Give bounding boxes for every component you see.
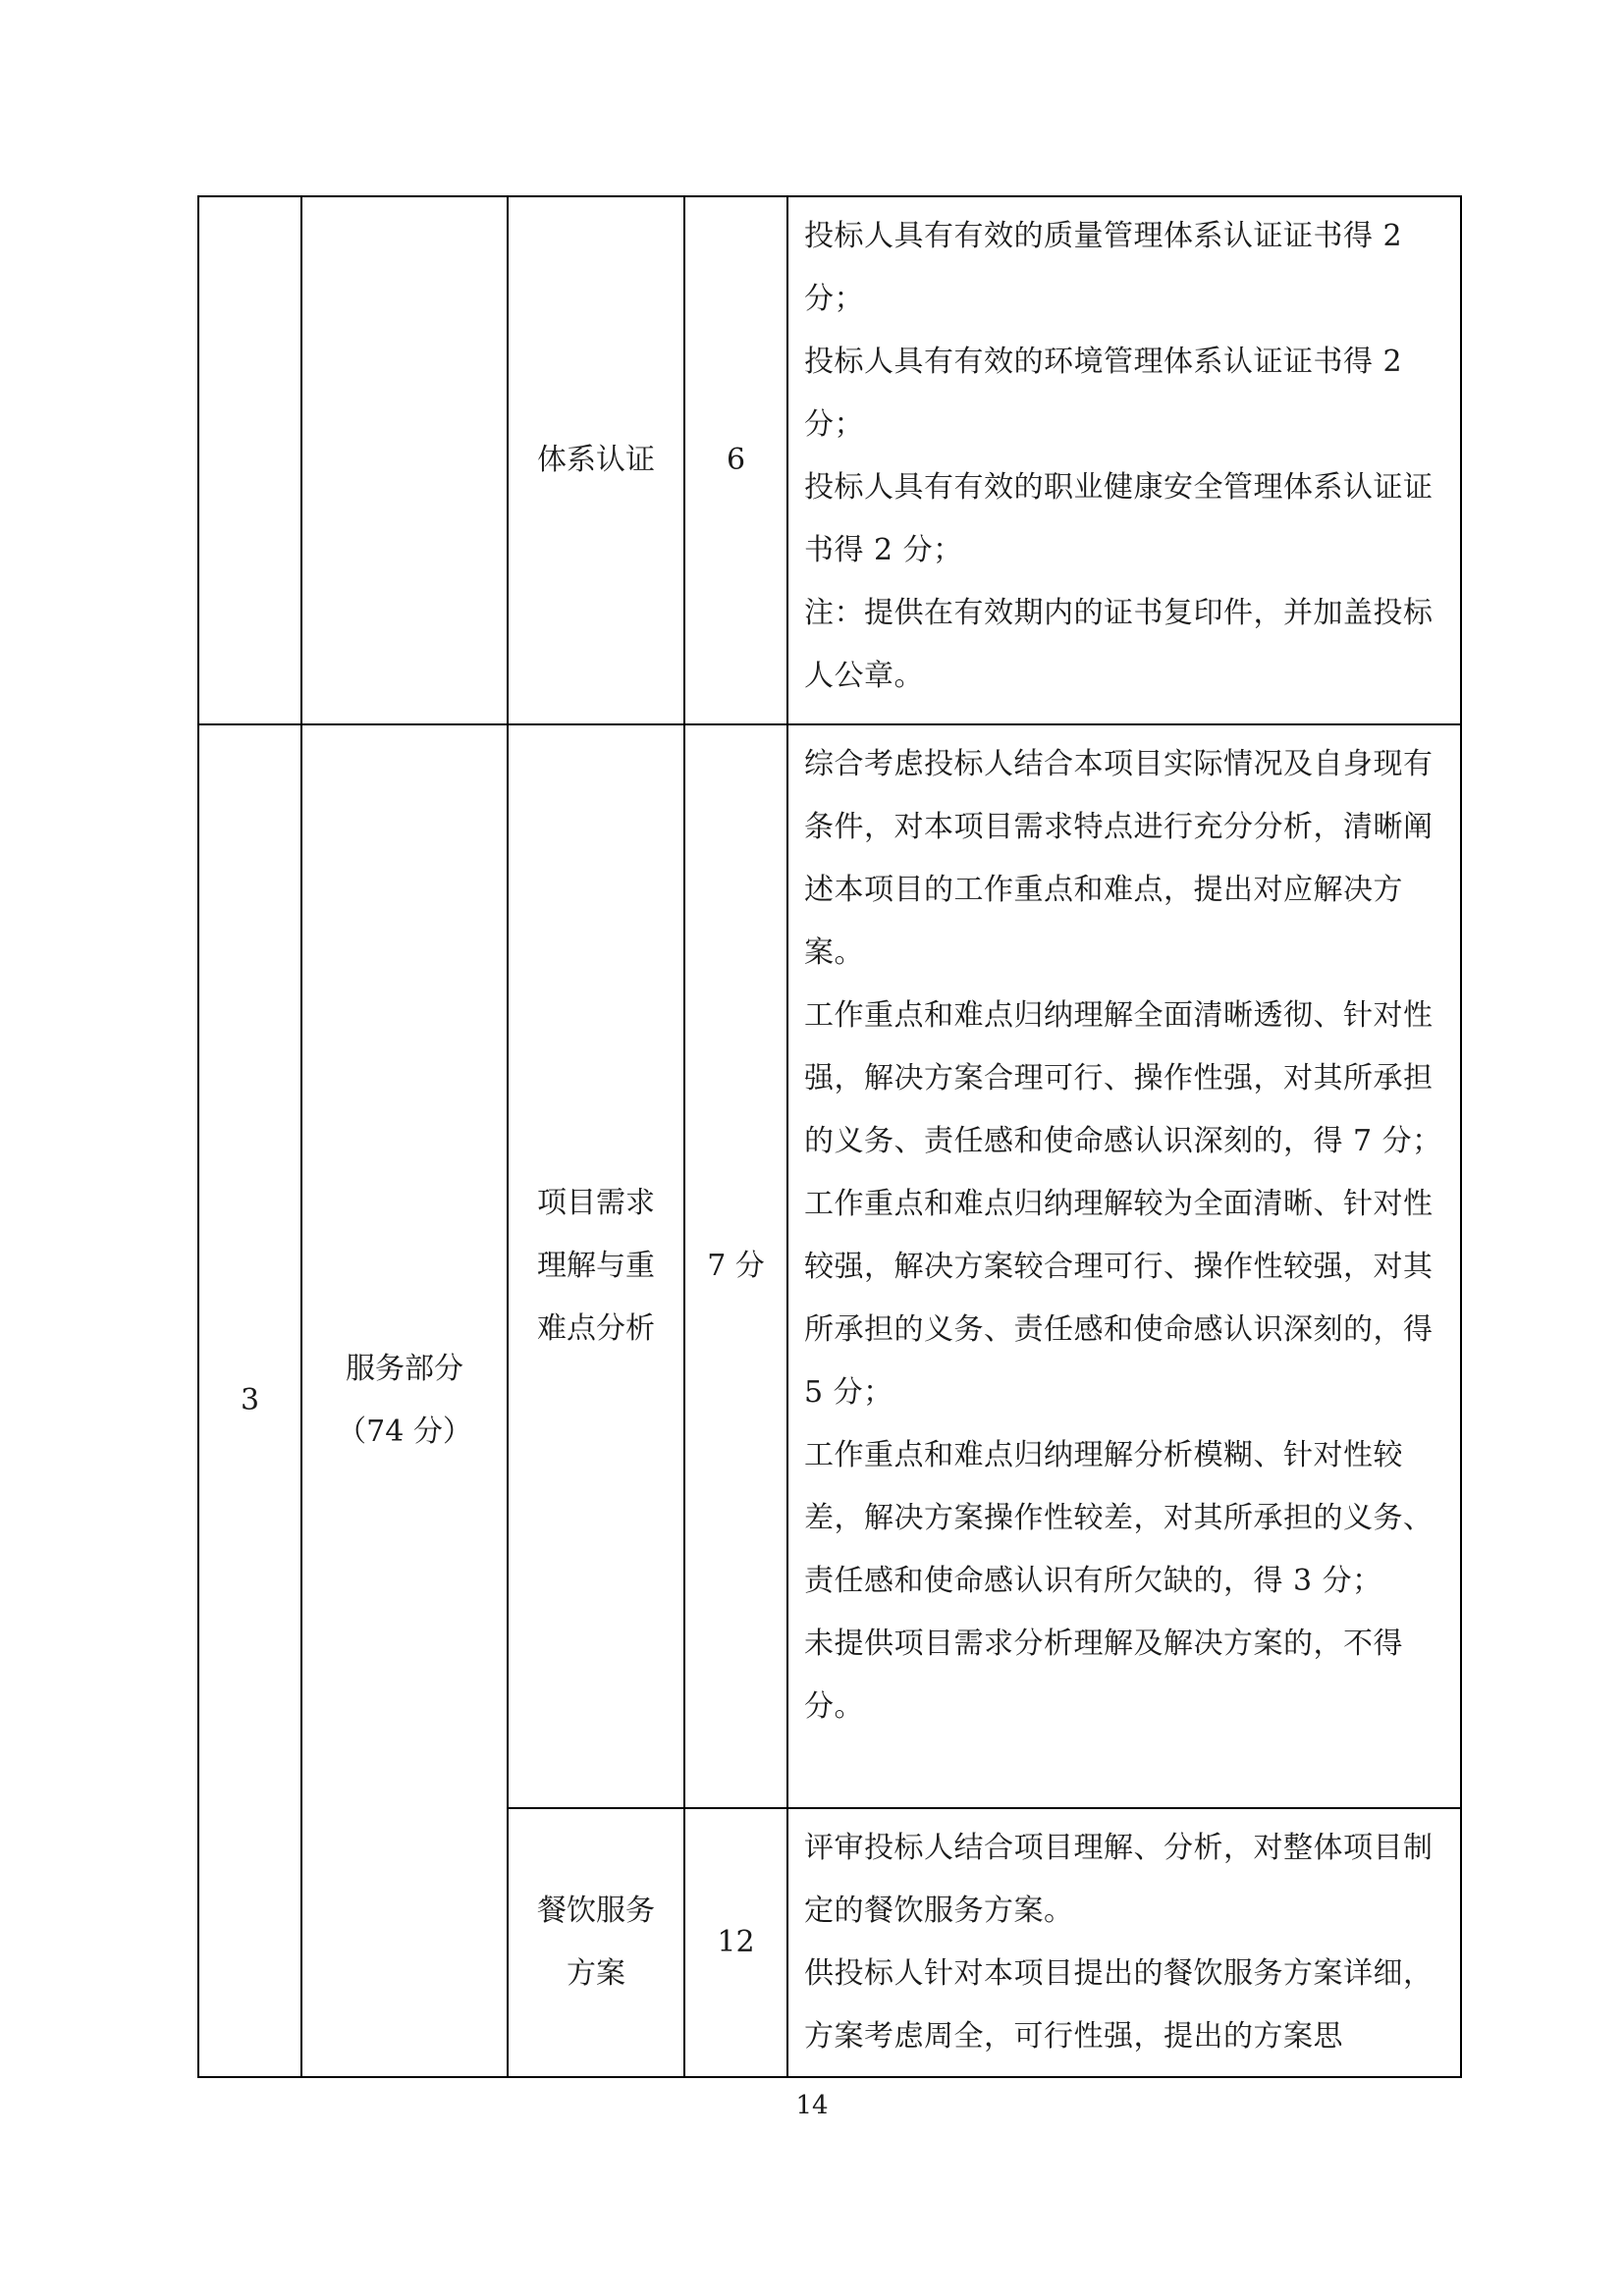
points-value: 12 — [717, 1925, 755, 1959]
points-cell — [684, 196, 787, 724]
item-name-line: 方案 — [567, 1956, 625, 1991]
criteria-paragraph: 工作重点和难点归纳理解分析模糊、针对性较差，解决方案操作性较差，对其所承担的义务、责任感和使命感认识有所欠缺的，得 3 分； — [804, 1438, 1434, 1598]
criteria-paragraph: 投标人具有有效的环境管理体系认证证书得 2 分； — [804, 345, 1403, 442]
section-category-title: 服务部分 — [346, 1352, 463, 1386]
table-cell-number-empty — [198, 196, 301, 724]
section-category-cell — [301, 724, 508, 2077]
points-value: 7 分 — [707, 1249, 765, 1283]
section-category-score: （74 分） — [337, 1415, 472, 1449]
points-cell — [684, 1808, 787, 2077]
item-name: 体系认证 — [537, 443, 655, 477]
criteria-paragraph: 工作重点和难点归纳理解较为全面清晰、针对性较强，解决方案较合理可行、操作性较强，对其所承担的义务、责任感和使命感认识深刻的，得 5 分； — [804, 1187, 1434, 1410]
page-number: 14 — [795, 2091, 829, 2120]
table-row — [198, 724, 1461, 1808]
criteria-paragraph: 综合考虑投标人结合本项目实际情况及自身现有条件，对本项目需求特点进行充分分析，清晰阐述本项目的工作重点和难点，提出对应解决方案。 — [804, 747, 1434, 970]
item-name-line: 理解与重 — [537, 1249, 655, 1283]
criteria-paragraph: 投标人具有有效的职业健康安全管理体系认证证书得 2 分； — [804, 470, 1434, 567]
section-number: 3 — [240, 1383, 260, 1417]
points-value: 6 — [726, 443, 746, 477]
section-number-cell — [198, 724, 301, 2077]
item-name-cell — [508, 724, 684, 1808]
criteria-cell — [787, 1808, 1461, 2077]
item-name-cell — [508, 196, 684, 724]
table-cell-category-empty — [301, 196, 508, 724]
points-cell — [684, 724, 787, 1808]
item-name-line: 项目需求 — [537, 1186, 655, 1220]
criteria-cell — [787, 724, 1461, 1808]
criteria-paragraph: 注：提供在有效期内的证书复印件，并加盖投标人公章。 — [804, 596, 1434, 693]
item-name-line: 难点分析 — [537, 1311, 655, 1346]
criteria-paragraph: 工作重点和难点归纳理解全面清晰透彻、针对性强，解决方案合理可行、操作性强，对其所承担的义务、责任感和使命感认识深刻的，得 7 分； — [804, 998, 1442, 1158]
item-name-cell — [508, 1808, 684, 2077]
criteria-cell — [787, 196, 1461, 724]
criteria-paragraph: 未提供项目需求分析理解及解决方案的，不得分。 — [804, 1627, 1403, 1724]
criteria-paragraph: 供投标人针对本项目提出的餐饮服务方案详细，方案考虑周全，可行性强，提出的方案思 — [804, 1956, 1434, 2054]
criteria-paragraph: 评审投标人结合项目理解、分析，对整体项目制定的餐饮服务方案。 — [804, 1831, 1434, 1928]
table-row — [198, 196, 1461, 724]
criteria-paragraph: 投标人具有有效的质量管理体系认证证书得 2 分； — [804, 219, 1403, 316]
scoring-table — [197, 195, 1462, 2078]
item-name-line: 餐饮服务 — [537, 1894, 655, 1928]
